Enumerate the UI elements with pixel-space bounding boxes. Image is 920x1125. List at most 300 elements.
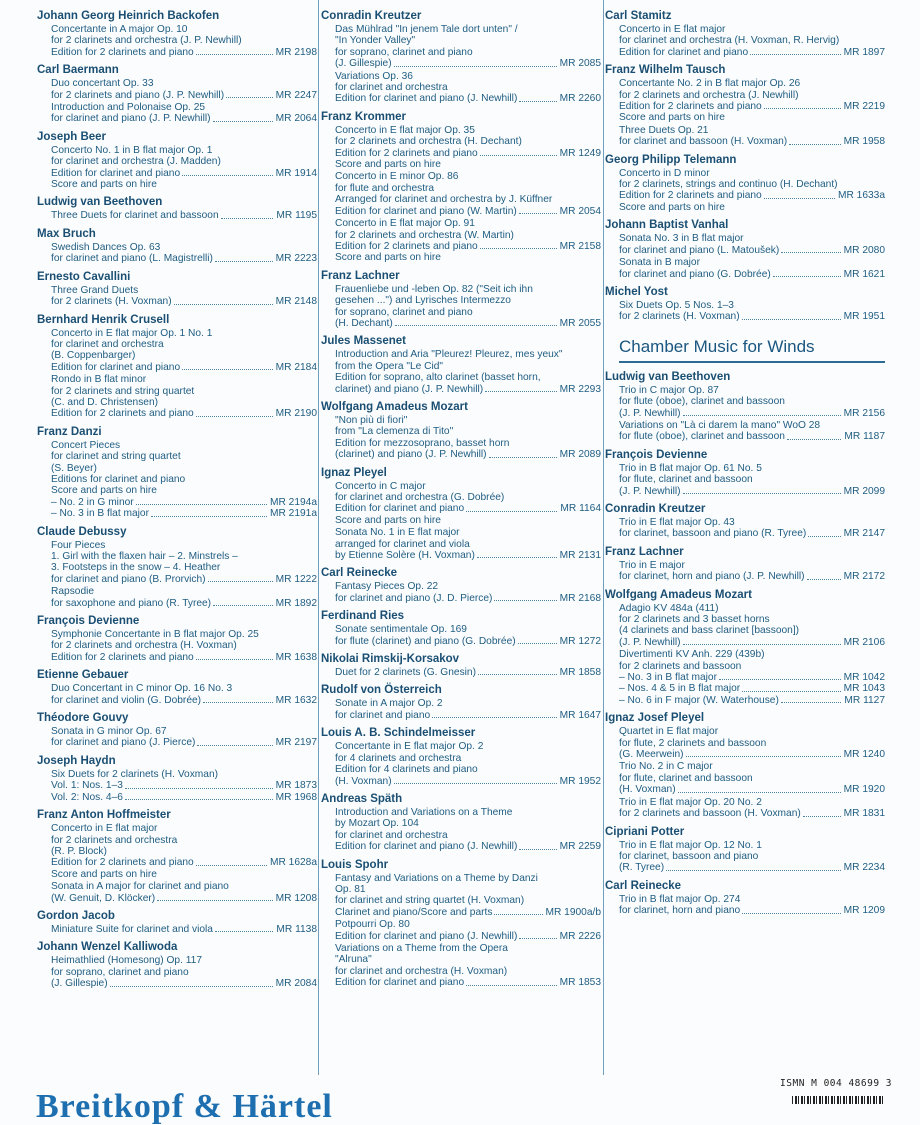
work-item xyxy=(51,440,317,520)
catalog-number: MR 2148 xyxy=(275,296,317,308)
catalog-line xyxy=(335,841,601,852)
catalog-number: MR 2055 xyxy=(559,317,601,329)
composer-entry xyxy=(321,859,601,989)
catalog-description: Edition for clarinet and piano (J. Newhill) xyxy=(335,841,518,853)
composer-entry xyxy=(605,449,885,497)
catalog-line xyxy=(51,296,317,307)
composer-name: Franz Anton Hoffmeister xyxy=(37,809,171,822)
work-line: for flute, clarinet and bassoon xyxy=(619,772,753,784)
catalog-number: MR 1647 xyxy=(559,709,601,721)
work-line: "Alruna" xyxy=(335,954,372,966)
catalog-number: MR 2198 xyxy=(275,46,317,58)
composer-name: Cipriani Potter xyxy=(605,825,685,838)
dot-leader xyxy=(394,58,557,66)
composer-entry xyxy=(605,546,885,583)
work-line: Trio in E flat major Op. 20 No. 2 xyxy=(619,796,762,808)
composer-entry xyxy=(37,64,317,125)
composer-name: Max Bruch xyxy=(37,227,96,240)
catalog-description: for 2 clarinets and piano (J. P. Newhill) xyxy=(51,89,225,101)
clarinet-works-list xyxy=(605,10,885,323)
work-line: Concerto in E flat major Op. 1 No. 1 xyxy=(51,327,213,339)
catalog-number: MR 2085 xyxy=(559,58,601,70)
catalog-number: MR 1222 xyxy=(275,573,317,585)
catalog-line xyxy=(51,210,317,221)
catalog-number: MR 2168 xyxy=(559,592,601,604)
catalog-line xyxy=(51,792,317,803)
work-item xyxy=(619,463,885,497)
catalog-description: Edition for clarinet and piano (J. Newhill) xyxy=(335,930,518,942)
catalog-number: MR 1127 xyxy=(844,694,885,706)
catalog-number: MR 2247 xyxy=(275,89,317,101)
catalog-line xyxy=(51,168,317,179)
work-line: "Non più di fiori" xyxy=(335,414,408,426)
composer-name: Conradin Kreutzer xyxy=(321,10,422,22)
dot-leader xyxy=(485,384,556,392)
catalog-description: (H. Dechant) xyxy=(335,317,393,329)
catalog-number: MR 2156 xyxy=(843,407,885,419)
work-line: Duo concertant Op. 33 xyxy=(51,78,154,90)
catalog-number: MR 2194a xyxy=(269,496,317,508)
work-item xyxy=(51,823,317,880)
catalog-line xyxy=(51,695,317,706)
work-item xyxy=(51,769,317,803)
work-line: Introduction and Polonaise Op. 25 xyxy=(51,102,206,114)
catalog-number: MR 2084 xyxy=(275,978,317,990)
work-line: for 2 clarinets and orchestra (W. Martin) xyxy=(335,229,514,241)
work-item xyxy=(51,78,317,101)
work-line: for 2 clarinets and orchestra (J. P. Newhill) xyxy=(51,35,242,47)
composer-name: Joseph Beer xyxy=(37,130,107,143)
catalog-description: (G. Meerwein) xyxy=(619,749,684,761)
catalog-number: MR 2064 xyxy=(275,113,317,125)
work-line: Six Duets for 2 clarinets (H. Voxman) xyxy=(51,768,219,780)
work-line: Trio No. 2 in C major xyxy=(619,761,713,773)
work-item xyxy=(335,527,601,561)
work-note: Score and parts on hire xyxy=(335,252,441,264)
composer-entry xyxy=(37,755,317,803)
composer-name: Louis Spohr xyxy=(321,858,389,871)
work-item xyxy=(51,955,317,989)
work-line: Op. 81 xyxy=(335,883,366,895)
work-item xyxy=(619,840,885,874)
work-item xyxy=(335,919,601,942)
work-line: for 2 clarinets and bassoon xyxy=(619,660,742,672)
work-line: for 2 clarinets and string quartet xyxy=(51,385,195,397)
composer-name: Jules Massenet xyxy=(321,335,407,348)
composer-name: Ernesto Cavallini xyxy=(37,270,131,283)
work-line: Trio in B flat major Op. 61 No. 5 xyxy=(619,462,762,474)
composer-entry xyxy=(605,64,885,147)
catalog-line xyxy=(619,190,885,201)
composer-entry xyxy=(605,826,885,874)
work-line: for clarinet and orchestra xyxy=(335,829,448,841)
work-item xyxy=(619,420,885,443)
dot-leader xyxy=(394,776,557,784)
dot-leader xyxy=(226,90,273,98)
catalog-line xyxy=(51,47,317,58)
catalog-line xyxy=(335,384,601,395)
work-line: Edition for soprano, alto clarinet (basset horn, xyxy=(335,372,541,384)
work-line: Heimathlied (Homesong) Op. 117 xyxy=(51,955,202,967)
catalog-line xyxy=(619,101,885,112)
catalog-description: by Etienne Solère (H. Voxman) xyxy=(335,550,475,562)
catalog-line xyxy=(51,574,317,585)
work-line: Sonate sentimentale Op. 169 xyxy=(335,624,467,636)
work-line: for soprano, clarinet and piano xyxy=(51,966,189,978)
catalog-description: Duet for 2 clarinets (G. Gnesin) xyxy=(335,667,476,679)
composer-entry xyxy=(37,615,317,663)
catalog-description: – No. 6 in F major (W. Waterhouse) xyxy=(619,694,779,706)
composer-entry xyxy=(605,712,885,819)
work-line: for clarinet and string quartet (H. Voxman) xyxy=(335,895,525,907)
catalog-description: for flute (clarinet) and piano (G. Dobrée) xyxy=(335,635,516,647)
dot-leader xyxy=(136,497,267,505)
dot-leader xyxy=(221,210,274,218)
catalog-line xyxy=(619,47,885,58)
catalog-description: Edition for 2 clarinets and piano xyxy=(51,857,194,869)
dot-leader xyxy=(683,637,841,645)
dot-leader xyxy=(213,598,273,606)
work-line: Three Grand Duets xyxy=(51,284,139,296)
work-line: Score and parts on hire xyxy=(51,485,157,497)
work-line: Quartet in E flat major xyxy=(619,726,719,738)
composer-name: Carl Reinecke xyxy=(605,879,682,892)
composer-name: Etienne Gebauer xyxy=(37,669,129,682)
dot-leader xyxy=(519,206,557,214)
work-item xyxy=(51,586,317,609)
composer-entry xyxy=(605,503,885,540)
work-item xyxy=(335,943,601,989)
catalog-description: Edition for clarinet and piano xyxy=(51,167,181,179)
work-item xyxy=(619,385,885,419)
catalog-description: (J. Gillespie) xyxy=(51,978,108,990)
work-line: Arranged for clarinet and orchestra by J. Küffner xyxy=(335,194,553,206)
work-item xyxy=(51,285,317,308)
composer-name: Ludwig van Beethoven xyxy=(37,196,163,209)
ismn-code: ISMN M 004 48699 3 xyxy=(780,1078,892,1089)
composer-entry xyxy=(37,526,317,609)
catalog-number: MR 2184 xyxy=(275,361,317,373)
work-item xyxy=(51,540,317,586)
catalog-number: MR 1897 xyxy=(843,46,885,58)
work-line: gesehen ...") and Lyrisches Intermezzo xyxy=(335,295,511,307)
catalog-line xyxy=(51,652,317,663)
dot-leader xyxy=(742,311,841,319)
composer-name: Conradin Kreutzer xyxy=(605,502,706,515)
composer-name: Bernhard Henrik Crusell xyxy=(37,313,170,326)
dot-leader xyxy=(807,571,841,579)
catalog-line xyxy=(619,571,885,582)
work-item xyxy=(619,24,885,58)
dot-leader xyxy=(787,431,841,439)
composer-entry xyxy=(37,712,317,749)
catalog-description: Miniature Suite for clarinet and viola xyxy=(51,923,213,935)
work-item xyxy=(51,242,317,265)
catalog-line xyxy=(51,408,317,419)
composer-name: Carl Baermann xyxy=(37,64,119,77)
work-line: Trio in E flat major Op. 12 No. 1 xyxy=(619,839,762,851)
catalog-column-1 xyxy=(37,10,317,996)
work-line: for 4 clarinets and orchestra xyxy=(335,752,462,764)
dot-leader xyxy=(477,550,557,558)
dot-leader xyxy=(519,93,556,101)
work-item xyxy=(619,797,885,820)
work-item xyxy=(51,24,317,58)
work-item xyxy=(335,349,601,395)
work-item xyxy=(335,415,601,461)
work-line: from the Opera "Le Cid" xyxy=(335,360,444,372)
composer-entry xyxy=(37,314,317,420)
catalog-number: MR 2147 xyxy=(843,528,885,540)
chamber-music-list xyxy=(605,371,885,917)
catalog-description: for clarinet and piano (J. Pierce) xyxy=(51,737,196,749)
work-line: Variations Op. 36 xyxy=(335,70,413,82)
work-line: for clarinet and orchestra (G. Dobrée) xyxy=(335,492,505,503)
work-line: Frauenliebe und -leben Op. 82 ("Seit ich ihn xyxy=(335,283,533,295)
catalog-description: (J. P. Newhill) xyxy=(619,485,681,497)
composer-entry xyxy=(321,270,601,330)
work-line: Swedish Dances Op. 63 xyxy=(51,241,161,253)
catalog-line xyxy=(51,924,317,935)
composer-entry xyxy=(321,111,601,264)
catalog-number: MR 2089 xyxy=(559,449,601,461)
composer-entry xyxy=(321,335,601,395)
catalog-number: MR 1042 xyxy=(843,672,885,684)
work-line: Rapsodie xyxy=(51,586,95,598)
work-line: Concerto in E flat major xyxy=(51,823,158,835)
dot-leader xyxy=(764,190,835,198)
catalog-description: Edition for clarinet and piano xyxy=(335,977,465,989)
catalog-number: MR 1952 xyxy=(559,775,601,787)
catalog-description: for clarinet and piano (L. Magistrelli) xyxy=(51,253,213,265)
work-line: Sonata in A major for clarinet and piano xyxy=(51,881,229,893)
catalog-number: MR 1951 xyxy=(843,311,885,323)
catalog-number: MR 1858 xyxy=(559,667,601,679)
work-item xyxy=(619,233,885,256)
work-note: Score and parts on hire xyxy=(51,179,157,191)
catalog-number: MR 1914 xyxy=(275,167,317,179)
catalog-number: MR 1920 xyxy=(843,784,885,796)
work-line: Editions for clarinet and piano xyxy=(51,473,186,485)
work-item xyxy=(51,726,317,749)
catalog-description: for clarinet and violin (G. Dobrée) xyxy=(51,694,202,706)
composer-name: Georg Philipp Telemann xyxy=(605,153,737,166)
work-line: Introduction and Variations on a Theme xyxy=(335,806,513,818)
catalog-line xyxy=(619,905,885,916)
dot-leader xyxy=(182,362,273,370)
catalog-description: – No. 3 in B flat major xyxy=(51,508,149,520)
catalog-line xyxy=(619,784,885,795)
catalog-number: MR 1272 xyxy=(559,635,601,647)
work-line: (R. P. Block) xyxy=(51,845,107,857)
work-line: for 2 clarinets and orchestra (H. Dechant) xyxy=(335,136,522,148)
composer-name: Andreas Späth xyxy=(321,792,403,805)
catalog-description: Edition for clarinet and piano xyxy=(335,503,465,515)
composer-entry xyxy=(605,589,885,707)
work-line: (4 clarinets and bass clarinet [bassoon]) xyxy=(619,625,800,637)
catalog-line xyxy=(51,737,317,748)
composer-entry xyxy=(37,809,317,904)
catalog-description: (H. Voxman) xyxy=(335,775,392,787)
catalog-description: Edition for 2 clarinets and piano xyxy=(51,651,194,663)
dot-leader xyxy=(151,508,267,516)
work-item xyxy=(51,145,317,191)
catalog-number: MR 2190 xyxy=(275,408,317,420)
column-divider xyxy=(603,0,604,1075)
composer-entry xyxy=(37,271,317,308)
catalog-number: MR 1968 xyxy=(275,791,317,803)
dot-leader xyxy=(803,808,841,816)
composer-name: Carl Reinecke xyxy=(321,567,398,580)
composer-entry xyxy=(321,467,601,562)
catalog-description: Edition for clarinet and piano (J. Newhill) xyxy=(335,93,518,105)
catalog-line xyxy=(335,241,601,252)
dot-leader xyxy=(683,408,841,416)
catalog-number: MR 1208 xyxy=(275,892,317,904)
catalog-number: MR 2172 xyxy=(843,571,885,583)
work-line: Sonata in G minor Op. 67 xyxy=(51,726,167,738)
work-line: Trio in C major Op. 87 xyxy=(619,384,719,396)
dot-leader xyxy=(395,318,557,326)
catalog-number: MR 1209 xyxy=(843,905,885,917)
composer-name: Franz Wilhelm Tausch xyxy=(605,64,726,77)
composer-name: Franz Lachner xyxy=(321,269,400,282)
work-item xyxy=(51,102,317,125)
catalog-line xyxy=(619,311,885,322)
dot-leader xyxy=(808,528,840,536)
dot-leader xyxy=(196,857,267,865)
dot-leader xyxy=(203,695,273,703)
column-divider xyxy=(318,0,319,1075)
composer-name: Ludwig van Beethoven xyxy=(605,370,731,383)
work-line: for flute, clarinet and bassoon xyxy=(619,474,753,486)
work-line: Concerto in C major xyxy=(335,480,426,492)
dot-leader xyxy=(196,408,273,416)
dot-leader xyxy=(519,931,556,939)
composer-name: Louis A. B. Schindelmeisser xyxy=(321,727,476,740)
dot-leader xyxy=(781,695,842,703)
catalog-description: Edition for clarinet and piano (W. Martin) xyxy=(335,205,517,217)
dot-leader xyxy=(494,907,542,915)
catalog-number: MR 1628a xyxy=(269,857,317,869)
work-item xyxy=(335,24,601,70)
catalog-line xyxy=(335,710,601,721)
catalog-line xyxy=(51,253,317,264)
dot-leader xyxy=(683,486,841,494)
catalog-description: for saxophone and piano (R. Tyree) xyxy=(51,597,212,609)
catalog-description: Edition for 2 clarinets and piano xyxy=(335,240,478,252)
work-line: Concertante No. 2 in B flat major Op. 26 xyxy=(619,78,801,90)
catalog-line xyxy=(51,362,317,373)
catalog-number: MR 2197 xyxy=(275,737,317,749)
work-item xyxy=(335,698,601,721)
catalog-description: Edition for 2 clarinets and piano xyxy=(619,190,762,202)
catalog-line xyxy=(619,245,885,256)
catalog-description: Edition for clarinet and piano xyxy=(619,46,749,58)
work-line: 3. Footsteps in the snow – 4. Heather xyxy=(51,562,221,574)
catalog-description: (J. P. Newhill) xyxy=(619,407,681,419)
work-line: Six Duets Op. 5 Nos. 1–3 xyxy=(619,299,734,311)
catalog-line xyxy=(619,672,885,683)
composer-name: François Devienne xyxy=(605,448,708,461)
work-line: Duo Concertant in C minor Op. 16 No. 3 xyxy=(51,683,233,695)
work-item xyxy=(51,881,317,904)
catalog-description: for clarinet and piano (J. D. Pierce) xyxy=(335,592,493,604)
work-line: Concerto in E flat major xyxy=(619,24,726,35)
catalog-line xyxy=(335,449,601,460)
dot-leader xyxy=(519,841,556,849)
dot-leader xyxy=(197,737,272,745)
work-item xyxy=(51,210,317,221)
work-line: for flute, 2 clarinets and bassoon xyxy=(619,737,767,749)
catalog-number: MR 1873 xyxy=(275,780,317,792)
dot-leader xyxy=(196,652,273,660)
catalog-description: Vol. 2: Nos. 4–6 xyxy=(51,791,123,803)
dot-leader xyxy=(466,977,557,985)
catalog-line xyxy=(619,431,885,442)
catalog-description: for clarinet, horn and piano xyxy=(619,905,741,917)
catalog-number: MR 2158 xyxy=(559,240,601,252)
work-item xyxy=(619,78,885,124)
catalog-description: for clarinet and piano (J. P. Newhill) xyxy=(51,113,211,125)
work-line: Concert Pieces xyxy=(51,439,121,451)
work-line: by Mozart Op. 104 xyxy=(335,818,419,830)
catalog-description: – No. 3 in B flat major xyxy=(619,672,717,684)
dot-leader xyxy=(742,905,840,913)
catalog-number: MR 1043 xyxy=(843,683,885,695)
dot-leader xyxy=(480,241,557,249)
work-item xyxy=(51,374,317,420)
catalog-number: MR 1853 xyxy=(559,977,601,989)
catalog-number: MR 1632 xyxy=(275,694,317,706)
work-line: for flute and orchestra xyxy=(335,182,435,194)
dot-leader xyxy=(686,749,841,757)
catalog-line xyxy=(619,486,885,497)
work-note: Score and parts on hire xyxy=(51,868,157,880)
catalog-line xyxy=(335,667,601,678)
work-line: Introduction and Aria "Pleurez! Pleurez, mes yeux" xyxy=(335,349,563,361)
catalog-line xyxy=(619,269,885,280)
work-line: Variations on a Theme from the Opera xyxy=(335,942,508,954)
work-item xyxy=(335,741,601,787)
work-line: Sonata in B major xyxy=(619,257,700,269)
composer-entry xyxy=(37,228,317,265)
composer-entry xyxy=(37,196,317,221)
catalog-number: MR 2191a xyxy=(269,508,317,520)
work-line: Concerto in D minor xyxy=(619,167,710,179)
work-item xyxy=(335,125,601,171)
catalog-column-2 xyxy=(321,10,601,995)
composer-entry xyxy=(321,727,601,787)
catalog-line xyxy=(335,931,601,942)
work-line: Concerto in E minor Op. 86 xyxy=(335,171,459,183)
catalog-number: MR 1195 xyxy=(276,210,317,222)
dot-leader xyxy=(215,253,273,261)
work-line: Trio in B flat major Op. 274 xyxy=(619,893,741,905)
dot-leader xyxy=(781,245,840,253)
catalog-line xyxy=(619,637,885,648)
composer-name: Michel Yost xyxy=(605,285,668,298)
work-note: Score and parts on hire xyxy=(335,159,441,171)
composer-entry xyxy=(37,941,317,989)
work-line: for soprano, clarinet and piano xyxy=(335,306,473,318)
work-item xyxy=(619,560,885,583)
composer-entry xyxy=(605,219,885,280)
catalog-description: for flute (oboe), clarinet and bassoon xyxy=(619,431,785,443)
work-line: Edition for mezzosoprano, basset horn xyxy=(335,437,510,449)
work-item xyxy=(619,894,885,917)
work-item xyxy=(335,481,601,527)
